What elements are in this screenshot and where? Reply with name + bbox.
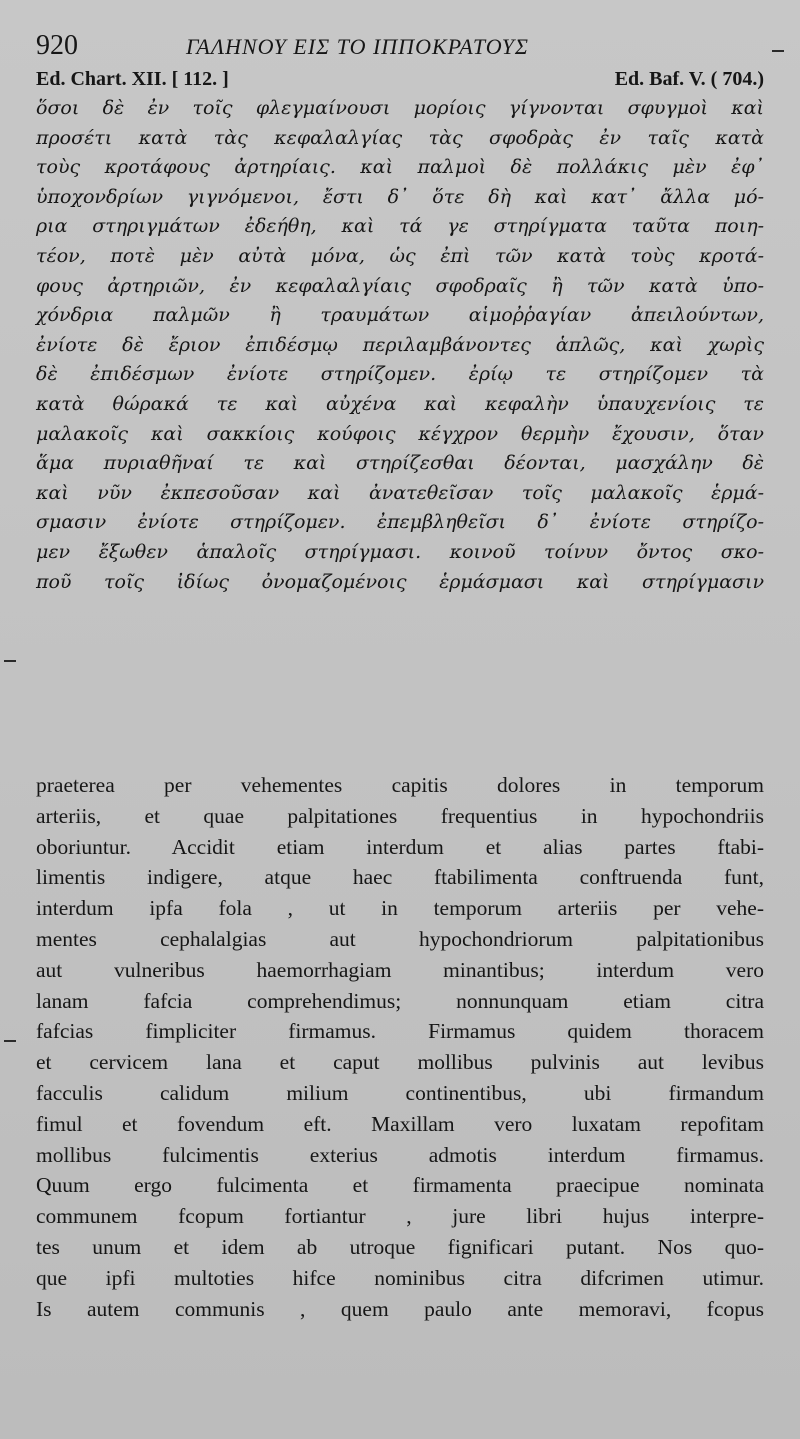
greek-line: μεν ἔξωθεν ἁπαλοῖς στηρίγμασι. κοινοῦ τοίνυν ὄντος σκο- bbox=[36, 540, 764, 563]
greek-line: φους ἀρτηριῶν, ἐν κεφαλαλγίαις σφοδραῖς ἢ τῶν κατὰ ὑπο- bbox=[36, 274, 764, 297]
latin-line: aut vulneribus haemorrhagiam minantibus; interdum vero bbox=[36, 957, 764, 982]
greek-line: ἐνίοτε δὲ ἔριον ἐπιδέσμῳ περιλαμβάνοντες ἁπλῶς, καὶ χωρὶς bbox=[36, 333, 764, 356]
greek-line: ποῦ τοῖς ἰδίως ὀνομαζομένοις ἑρμάσμασι καὶ στηρίγμασιν bbox=[36, 570, 764, 593]
page-header bbox=[36, 30, 776, 64]
greek-line: μαλακοῖς καὶ σακκίοις κούφοις κέγχρον θερμὴν ἔχουσιν, ὅταν bbox=[36, 422, 764, 445]
greek-line: ἅμα πυριαθῆναί τε καὶ στηρίζεσθαι δέονται, μασχάλην δὲ bbox=[36, 452, 764, 475]
latin-line: fafcias fimpliciter firmamus. Firmamus quidem thoracem bbox=[36, 1019, 764, 1044]
greek-line: ὑποχονδρίων γιγνόμενοι, ἔστι δ᾽ ὅτε δὴ καὶ κατ᾽ ἄλλα μό- bbox=[36, 185, 764, 208]
margin-mark bbox=[772, 50, 784, 52]
greek-line: σμασιν ἐνίοτε στηρίζομεν. ἐπεμβληθεῖσι δ᾽ ἐνίοτε στηρίζο- bbox=[36, 511, 764, 534]
greek-line: προσέτι κατὰ τὰς κεφαλαλγίας τὰς σφοδρὰς ἐν ταῖς κατὰ bbox=[36, 126, 764, 149]
latin-line: arteriis, et quae palpitationes frequentius in hypochondriis bbox=[36, 803, 764, 828]
latin-line: lanam fafcia comprehendimus; nonnunquam etiam citra bbox=[36, 988, 764, 1013]
latin-line: tes unum et idem ab utroque fignificari putant. Nos quo- bbox=[36, 1234, 764, 1259]
running-title: ΓΑΛΗΝΟΥ ΕΙΣ ΤΟ ΙΠΠΟΚΡΑΤΟΥΣ bbox=[186, 34, 530, 59]
margin-mark bbox=[4, 660, 16, 662]
greek-line: ρια στηριγμάτων ἐδεήθη, καὶ τά γε στηρίγματα ταῦτα ποιη- bbox=[36, 215, 764, 238]
latin-line: oboriuntur. Accidit etiam interdum et alias partes ftabi- bbox=[36, 834, 764, 859]
greek-line: ὅσοι δὲ ἐν τοῖς φλεγμαίνουσι μορίοις γίγνονται σφυγμοὶ καὶ bbox=[36, 97, 764, 119]
latin-line: limentis indigere, atque haec ftabilimenta conftruenda funt, bbox=[36, 865, 764, 890]
latin-line: Quum ergo fulcimenta et firmamenta praecipue nominata bbox=[36, 1173, 764, 1198]
margin-mark bbox=[4, 1040, 16, 1042]
latin-line: interdum ipfa fola , ut in temporum arteriis per vehe- bbox=[36, 896, 764, 921]
latin-line: que ipfi multoties hifce nominibus citra difcrimen utimur. bbox=[36, 1265, 764, 1290]
latin-line: mollibus fulcimentis exterius admotis interdum firmamus. bbox=[36, 1142, 764, 1167]
greek-text-block bbox=[36, 94, 764, 597]
greek-line: χόνδρια παλμῶν ἢ τραυμάτων αἱμοῤῥαγίαν ἀπειλούντων, bbox=[36, 304, 764, 327]
latin-text-block bbox=[36, 770, 764, 1324]
latin-line: facculis calidum milium continentibus, ubi firmandum bbox=[36, 1080, 764, 1105]
edition-chartier-ref: Ed. Chart. XII. [ 112. ] bbox=[36, 68, 229, 90]
latin-line: fimul et fovendum eft. Maxillam vero luxatam repofitam bbox=[36, 1111, 764, 1136]
greek-line: καὶ νῦν ἐκπεσοῦσαν καὶ ἀνατεθεῖσαν τοῖς μαλακοῖς ἑρμά- bbox=[36, 481, 764, 504]
greek-line: τοὺς κροτάφους ἀρτηρίαις. καὶ παλμοὶ δὲ πολλάκις μὲν ἐφ᾽ bbox=[36, 156, 764, 179]
greek-line: δὲ ἐπιδέσμων ἐνίοτε στηρίζομεν. ἐρίῳ τε στηρίζομεν τὰ bbox=[36, 363, 764, 386]
greek-line: τέον, ποτὲ μὲν αὐτὰ μόνα, ὡς ἐπὶ τῶν κατὰ τοὺς κροτά- bbox=[36, 244, 764, 267]
greek-line: κατὰ θώρακά τε καὶ αὐχένα καὶ κεφαλὴν ὑπαυχενίοις τε bbox=[36, 392, 764, 415]
latin-line: Is autem communis , quem paulo ante memoravi, fcopus bbox=[36, 1296, 764, 1321]
latin-line: mentes cephalalgias aut hypochondriorum palpitationibus bbox=[36, 926, 764, 951]
latin-line: communem fcopum fortiantur , jure libri hujus interpre- bbox=[36, 1204, 764, 1229]
page-number: 920 bbox=[36, 30, 78, 61]
edition-basel-ref: Ed. Baf. V. ( 704.) bbox=[614, 68, 764, 90]
edition-references bbox=[36, 68, 764, 94]
latin-line: praeterea per vehementes capitis dolores in temporum bbox=[36, 773, 764, 797]
latin-line: et cervicem lana et caput mollibus pulvinis aut levibus bbox=[36, 1050, 764, 1075]
